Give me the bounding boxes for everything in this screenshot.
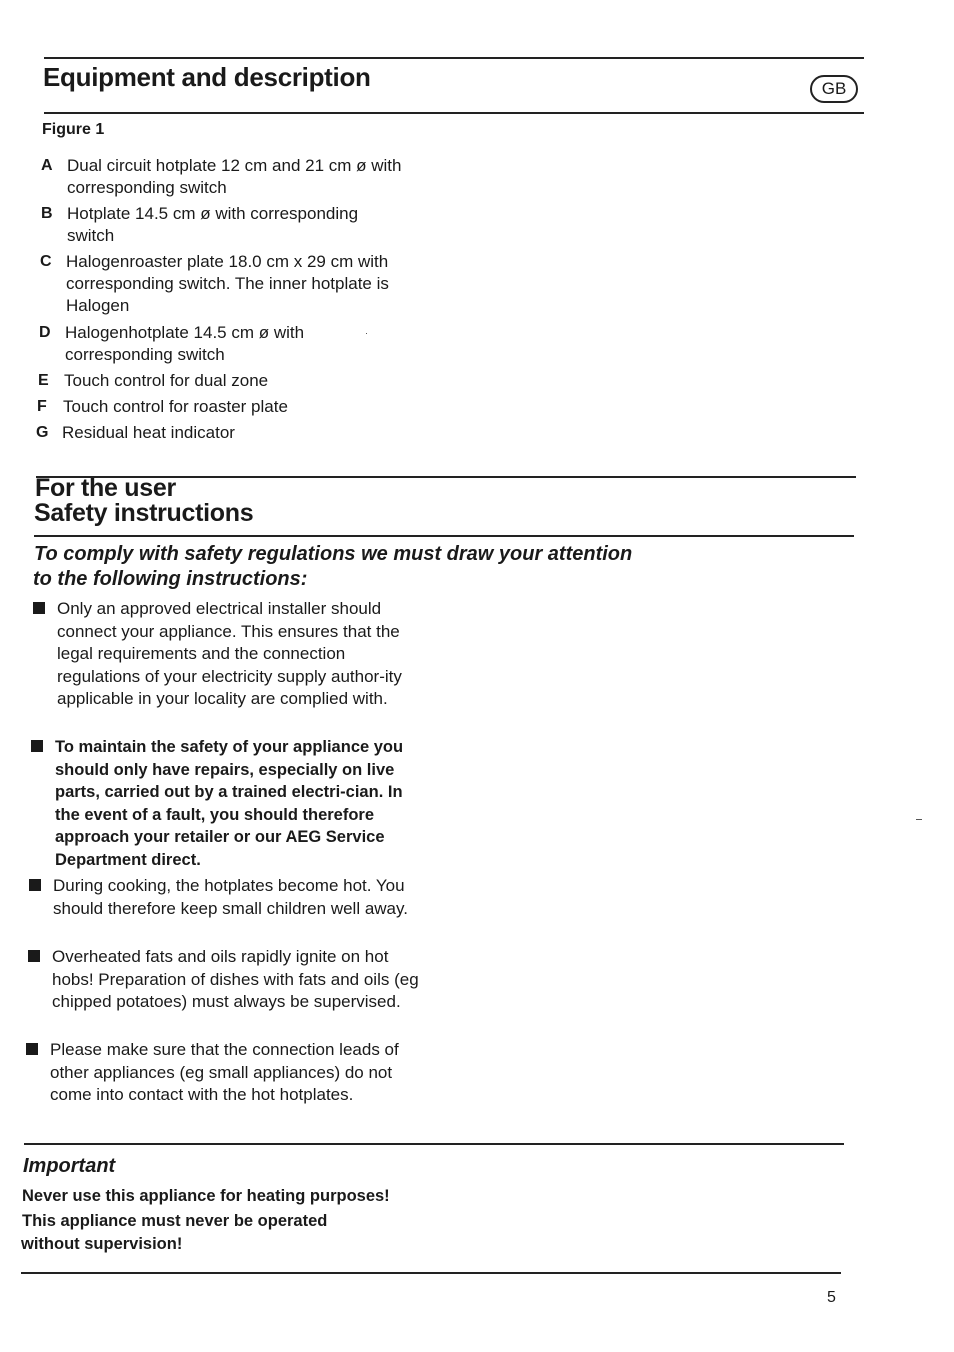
scan-speck — [366, 333, 367, 334]
bullet-square-icon — [28, 950, 40, 962]
section-title-for-the-user: For the user — [35, 474, 176, 502]
important-top-rule — [24, 1143, 844, 1145]
section-title-safety-instructions: Safety instructions — [34, 499, 254, 527]
figure-item-text: Residual heat indicator — [62, 423, 235, 442]
scan-speck — [916, 819, 922, 820]
figure-item-text: Halogenhotplate 14.5 cm ø with corresponding switch — [65, 323, 305, 364]
figure-item-text: Halogenroaster plate 18.0 cm x 29 cm with corresponding switch. The inner hotplate is Halogen — [66, 252, 389, 315]
language-badge: GB — [810, 75, 858, 103]
bullet-square-icon — [31, 740, 43, 752]
figure-item-letter: A — [41, 157, 53, 174]
figure-item-letter: C — [40, 253, 52, 270]
top-rule — [44, 57, 864, 59]
figure-item-letter: G — [36, 424, 49, 441]
safety-bullet-text: To maintain the safety of your appliance you should only have repairs, especially on live parts, carried out by a trained electri-cian. In the event of a fault, you should therefore approach your retailer or our AEG Service Department direct. — [55, 738, 404, 869]
section-title-equipment: Equipment and description — [43, 62, 371, 92]
figure-item-letter: B — [41, 205, 53, 222]
bullet-square-icon — [33, 602, 45, 614]
figure-item-text: Touch control for dual zone — [64, 371, 269, 390]
figure-item-letter: E — [38, 372, 49, 389]
figure-item-text: Touch control for roaster plate — [63, 397, 288, 416]
header-bottom-rule — [44, 112, 864, 114]
safety-bullet-text: Overheated fats and oils rapidly ignite on hot hobs! Preparation of dishes with fats and oils (eg chipped potatoes) must always be supervised. — [52, 947, 419, 1011]
safety-bullet-text: During cooking, the hotplates become hot. You should therefore keep small children well away. — [53, 876, 408, 918]
important-title: Important — [23, 1155, 116, 1177]
important-line-1: Never use this appliance for heating purposes! — [22, 1187, 390, 1205]
figure-item-letter: F — [37, 398, 47, 415]
bullet-square-icon — [29, 879, 41, 891]
attention-line-1: To comply with safety regulations we must draw your attention — [34, 543, 633, 565]
safety-bullet-text: Please make sure that the connection leads of other appliances (eg small appliances) do not come into contact with the hot hotplates. — [50, 1040, 399, 1104]
important-line-2: This appliance must never be operated — [22, 1212, 328, 1230]
bullet-square-icon — [26, 1043, 38, 1055]
figure-item-text: Dual circuit hotplate 12 cm and 21 cm ø with corresponding switch — [67, 156, 402, 197]
page-number: 5 — [827, 1289, 836, 1306]
figure-item-letter: D — [39, 324, 51, 341]
attention-line-2: to the following instructions: — [33, 568, 308, 590]
important-line-3: without supervision! — [21, 1235, 183, 1253]
figure-label: Figure 1 — [42, 121, 105, 138]
figure-item-text: Hotplate 14.5 cm ø with corresponding switch — [67, 204, 359, 245]
user-section-bottom-rule — [34, 535, 854, 537]
safety-bullet-text: Only an approved electrical installer should connect your appliance. This ensures that the legal requirements and the connection regulations of your electricity supply author-ity applicable in your locality are complied with. — [57, 599, 402, 708]
important-bottom-rule — [21, 1272, 841, 1274]
